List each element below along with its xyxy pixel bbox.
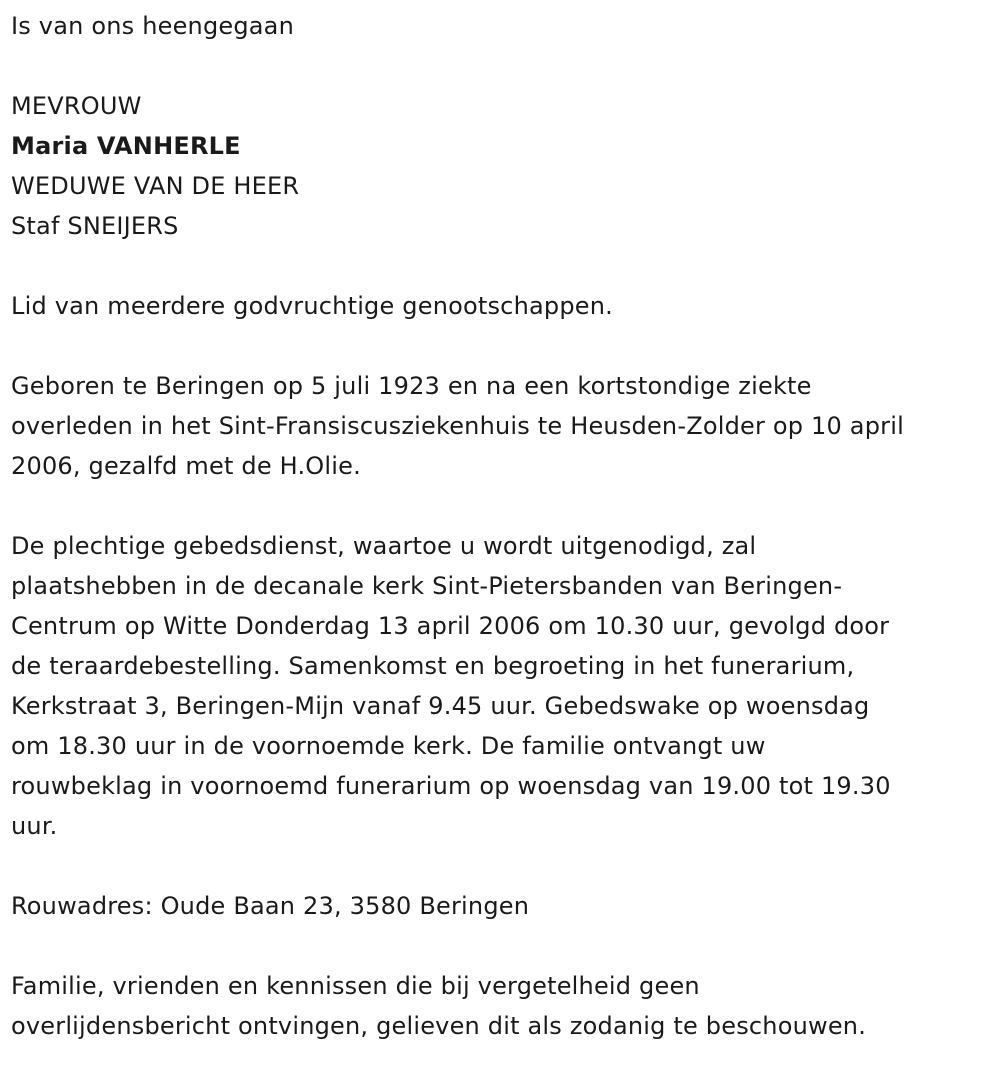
spacer [11, 846, 986, 886]
paragraph-line: Kerkstraat 3, Beringen-Mijn vanaf 9.45 uur. Gebedswake op woensdag [11, 692, 870, 720]
paragraph-line: Familie, vrienden en kennissen die bij vergetelheid geen [11, 972, 700, 1000]
paragraph-line: de teraardebestelling. Samenkomst en begroeting in het funerarium, [11, 652, 855, 680]
spouse-name: Staf SNEIJERS [11, 212, 179, 240]
paragraph-line: om 18.30 uur in de voornoemde kerk. De familie ontvangt uw [11, 732, 766, 760]
birth-death-paragraph [11, 366, 986, 486]
deceased-relation: WEDUWE VAN DE HEER [11, 172, 300, 200]
paragraph-line: rouwbeklag in voornoemd funerarium op woensdag van 19.00 tot 19.30 [11, 772, 891, 800]
paragraph-line: 2006, gezalfd met de H.Olie. [11, 452, 361, 480]
paragraph-line: overlijdensbericht ontvingen, gelieven dit als zodanig te beschouwen. [11, 1012, 867, 1040]
paragraph-line: uur. [11, 812, 58, 840]
paragraph-line: overleden in het Sint-Fransiscusziekenhuis te Heusden-Zolder op 10 april [11, 412, 904, 440]
service-paragraph [11, 526, 986, 846]
paragraph-line: plaatshebben in de decanale kerk Sint-Pietersbanden van Beringen- [11, 572, 843, 600]
paragraph-line: De plechtige gebedsdienst, waartoe u wordt uitgenodigd, zal [11, 532, 757, 560]
membership-text: Lid van meerdere godvruchtige genootschappen. [11, 292, 613, 320]
spacer [11, 326, 986, 366]
paragraph-line: Geboren te Beringen op 5 juli 1923 en na een kortstondige ziekte [11, 372, 812, 400]
obituary-document [11, 6, 986, 1046]
spacer [11, 926, 986, 966]
intro-text: Is van ons heengegaan [11, 12, 295, 40]
spacer [11, 46, 986, 86]
deceased-title: MEVROUW [11, 92, 142, 120]
deceased-name: Maria VANHERLE [11, 132, 241, 160]
mourning-address: Rouwadres: Oude Baan 23, 3580 Beringen [11, 892, 530, 920]
spacer [11, 486, 986, 526]
paragraph-line: Centrum op Witte Donderdag 13 april 2006 om 10.30 uur, gevolgd door [11, 612, 890, 640]
closing-paragraph [11, 966, 986, 1046]
spacer [11, 246, 986, 286]
